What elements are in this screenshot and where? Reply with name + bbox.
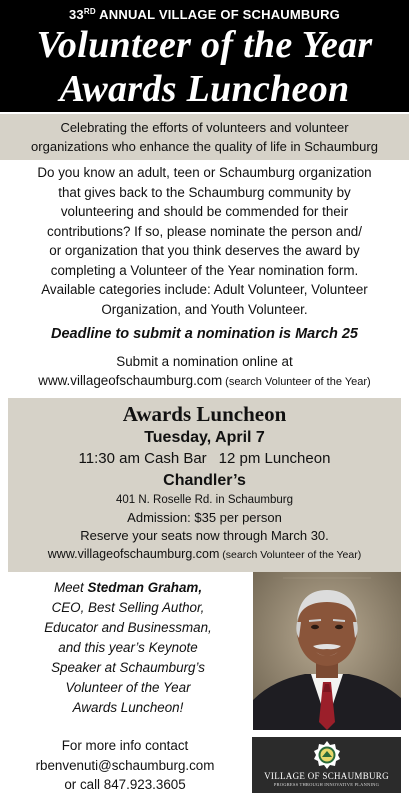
cash-bar-time: 11:30 am Cash Bar — [78, 450, 207, 467]
village-seal-icon — [312, 740, 342, 770]
keynote-speaker-section — [8, 572, 401, 732]
page-title-line-2: Awards Luncheon — [59, 68, 350, 110]
reservation-deadline: Reserve your seats now through March 30. — [80, 528, 329, 543]
intro-line: Do you know an adult, teen or Schaumburg organization — [37, 165, 372, 180]
online-submission — [0, 352, 409, 392]
eyebrow-number: 33 — [69, 7, 84, 22]
event-eyebrow — [0, 0, 409, 23]
intro-line: or organization that you think deserves the award by — [49, 243, 360, 258]
contact-email-link[interactable]: rbenvenuti@schaumburg.com — [35, 757, 215, 773]
search-hint: (search Volunteer of the Year) — [219, 549, 362, 561]
speaker-line: Awards Luncheon! — [72, 700, 184, 715]
online-submission-text: Submit a nomination online at — [116, 354, 293, 369]
intro-paragraph — [0, 160, 409, 319]
speaker-photo — [253, 572, 401, 730]
luncheon-details-panel — [8, 398, 401, 572]
village-logo — [252, 737, 401, 793]
page-title-line-1: Volunteer of the Year — [36, 24, 373, 66]
header-banner — [0, 0, 409, 112]
speaker-blurb — [8, 578, 248, 718]
speaker-line: CEO, Best Selling Author, — [51, 600, 205, 615]
village-tagline: PROGRESS THROUGH INNOVATIVE PLANNING — [273, 782, 380, 787]
celebrate-line-2: organizations who enhance the quality of life in Schaumburg — [31, 139, 378, 154]
celebrate-line-1: Celebrating the efforts of volunteers and volunteer — [60, 120, 349, 135]
contact-info — [0, 736, 250, 795]
contact-phone: or call 847.923.3605 — [64, 777, 186, 792]
speaker-line: Educator and Businessman, — [44, 620, 212, 635]
event-times — [8, 448, 401, 470]
event-date: Tuesday, April 7 — [144, 429, 265, 446]
speaker-intro: Meet — [53, 580, 88, 595]
intro-line: that gives back to the Schaumburg community by — [58, 184, 351, 200]
luncheon-heading: Awards Luncheon — [122, 402, 287, 426]
intro-line: Organization, and Youth Volunteer. — [101, 301, 308, 317]
speaker-line: Speaker at Schaumburg’s — [51, 660, 205, 675]
intro-line: volunteering and should be commended for their — [60, 204, 349, 219]
eyebrow-ordinal: RD — [83, 7, 96, 16]
contact-heading: For more info contact — [61, 738, 189, 753]
intro-line: completing a Volunteer of the Year nomination form. — [50, 262, 359, 278]
village-name: VILLAGE OF SCHAUMBURG — [264, 771, 389, 781]
eyebrow-text: ANNUAL VILLAGE OF SCHAUMBURG — [95, 7, 340, 22]
deadline-notice: Deadline to submit a nomination is March 25 — [51, 326, 358, 342]
luncheon-time: 12 pm Luncheon — [218, 450, 331, 467]
venue-address: 401 N. Roselle Rd. in Schaumburg — [115, 494, 294, 506]
website-link[interactable]: www.villageofschaumburg.com — [47, 547, 220, 561]
celebrate-banner — [0, 114, 409, 160]
speaker-line: Volunteer of the Year — [65, 680, 191, 695]
admission-price: Admission: $35 per person — [127, 510, 282, 525]
intro-line: Available categories include: Adult Volunteer, Volunteer — [41, 282, 368, 297]
speaker-line: and this year’s Keynote — [58, 640, 198, 655]
search-hint: (search Volunteer of the Year) — [222, 376, 371, 388]
speaker-portrait-image — [253, 572, 401, 730]
speaker-name: Stedman Graham, — [87, 580, 203, 595]
website-link[interactable]: www.villageofschaumburg.com — [38, 373, 223, 388]
venue-name: Chandler’s — [163, 472, 246, 489]
intro-line: contributions? If so, please nominate the person and/ — [47, 223, 362, 239]
